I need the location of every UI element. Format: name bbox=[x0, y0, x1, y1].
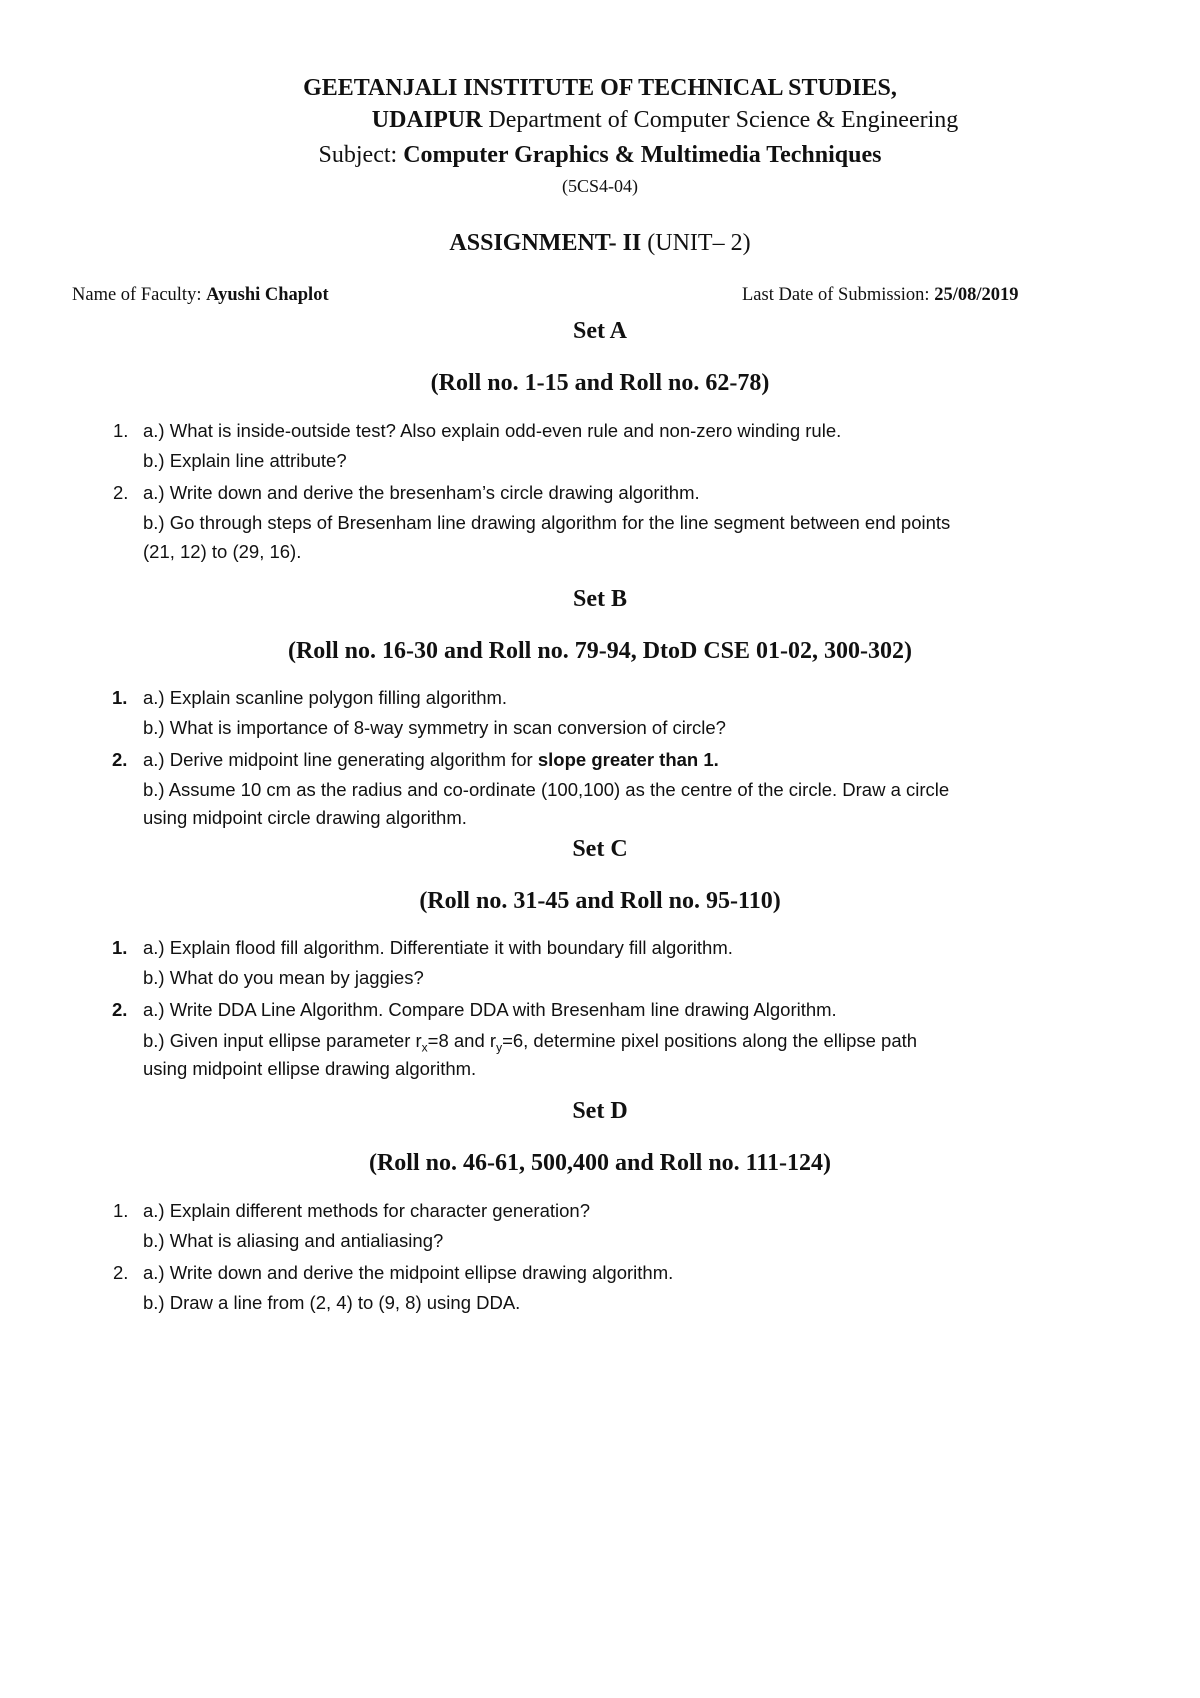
set-c-q1-number: 1. bbox=[112, 937, 128, 958]
submission-date: 25/08/2019 bbox=[934, 285, 1019, 305]
set-b-q2a bbox=[143, 749, 719, 771]
subject-code: (5CS4-04) bbox=[562, 176, 638, 196]
set-d-q2a: a.) Write down and derive the midpoint ellipse drawing algorithm. bbox=[143, 1262, 674, 1283]
set-b-q1a: a.) Explain scanline polygon filling algorithm. bbox=[143, 687, 508, 708]
set-c-q2-number: 2. bbox=[112, 999, 128, 1020]
set-c-rolls: (Roll no. 31-45 and Roll no. 95-110) bbox=[419, 888, 781, 914]
set-c-q1b: b.) What do you mean by jaggies? bbox=[143, 967, 424, 988]
set-c-q2b-pre: b.) Given input ellipse parameter r bbox=[143, 1030, 422, 1051]
faculty-name: Ayushi Chaplot bbox=[206, 285, 329, 305]
faculty-line bbox=[72, 285, 329, 306]
ry-subscript: y bbox=[496, 1040, 503, 1055]
set-d-title: Set D bbox=[572, 1098, 628, 1124]
set-d-q1-number: 1. bbox=[113, 1200, 129, 1221]
subject-line bbox=[0, 142, 1200, 169]
set-c-q2a: a.) Write DDA Line Algorithm. Compare DDA with Bresenham line drawing Algorithm. bbox=[143, 999, 837, 1020]
set-d-q1b: b.) What is aliasing and antialiasing? bbox=[143, 1230, 444, 1251]
faculty-label: Name of Faculty: bbox=[72, 285, 207, 305]
set-a-q1b: b.) Explain line attribute? bbox=[143, 450, 347, 471]
set-b-q2b-cont: using midpoint circle drawing algorithm. bbox=[143, 807, 467, 828]
set-d-q2-number: 2. bbox=[113, 1262, 129, 1283]
submission-line bbox=[742, 285, 1018, 306]
set-b-q2a-text: a.) Derive midpoint line generating algorithm for bbox=[143, 749, 538, 770]
unit-label: (UNIT– 2) bbox=[641, 230, 751, 256]
institute-name: GEETANJALI INSTITUTE OF TECHNICAL STUDIES, bbox=[303, 75, 897, 101]
set-c-q1a: a.) Explain flood fill algorithm. Differentiate it with boundary fill algorithm. bbox=[143, 937, 733, 958]
set-d-rolls: (Roll no. 46-61, 500,400 and Roll no. 111-124) bbox=[368, 1150, 832, 1176]
rx-subscript: x bbox=[421, 1040, 428, 1055]
set-b-q2a-end: . bbox=[713, 749, 719, 770]
set-a-q2-number: 2. bbox=[113, 482, 129, 503]
assignment-number: ASSIGNMENT- II bbox=[449, 230, 642, 256]
set-c-q2b-mid: =8 and r bbox=[427, 1030, 497, 1051]
submission-label: Last Date of Submission: bbox=[742, 285, 935, 305]
department-name: Department of Computer Science & Engineering bbox=[482, 107, 959, 133]
set-b-rolls: (Roll no. 16-30 and Roll no. 79-94, DtoD CSE 01-02, 300-302) bbox=[287, 638, 913, 664]
city-name: UDAIPUR bbox=[371, 107, 483, 133]
subject-name: Computer Graphics & Multimedia Techniques bbox=[403, 142, 882, 168]
set-a-q2a: a.) Write down and derive the bresenham’s circle drawing algorithm. bbox=[143, 482, 700, 503]
set-c-title: Set C bbox=[572, 836, 628, 862]
set-d-q2b: b.) Draw a line from (2, 4) to (9, 8) using DDA. bbox=[143, 1292, 521, 1313]
set-b-q2b: b.) Assume 10 cm as the radius and co-ordinate (100,100) as the centre of the circle. Draw a circle bbox=[143, 779, 950, 800]
set-a-title: Set A bbox=[573, 318, 627, 344]
department-line bbox=[0, 107, 1200, 134]
set-a-q1a: a.) What is inside-outside test? Also explain odd-even rule and non-zero winding rule. bbox=[143, 420, 842, 441]
set-b-q2a-bold: slope greater than 1 bbox=[537, 749, 714, 770]
set-c-q2b-end: =6, determine pixel positions along the ellipse path bbox=[502, 1030, 918, 1051]
set-a-q2b: b.) Go through steps of Bresenham line drawing algorithm for the line segment between end points bbox=[143, 512, 951, 533]
set-b-title: Set B bbox=[573, 586, 627, 612]
set-c-q2b bbox=[143, 1030, 917, 1055]
set-c-q2b-cont: using midpoint ellipse drawing algorithm. bbox=[143, 1058, 477, 1079]
set-b-q1b: b.) What is importance of 8-way symmetry in scan conversion of circle? bbox=[143, 717, 726, 738]
set-a-q2b-cont: (21, 12) to (29, 16). bbox=[143, 541, 302, 562]
set-a-q1-number: 1. bbox=[113, 420, 129, 441]
set-a-rolls: (Roll no. 1-15 and Roll no. 62-78) bbox=[430, 370, 770, 396]
set-d-q1a: a.) Explain different methods for character generation? bbox=[143, 1200, 590, 1221]
subject-label: Subject: bbox=[318, 142, 404, 168]
set-b-q2-number: 2. bbox=[112, 749, 128, 770]
set-b-q1-number: 1. bbox=[112, 687, 128, 708]
assignment-title bbox=[0, 230, 1200, 257]
